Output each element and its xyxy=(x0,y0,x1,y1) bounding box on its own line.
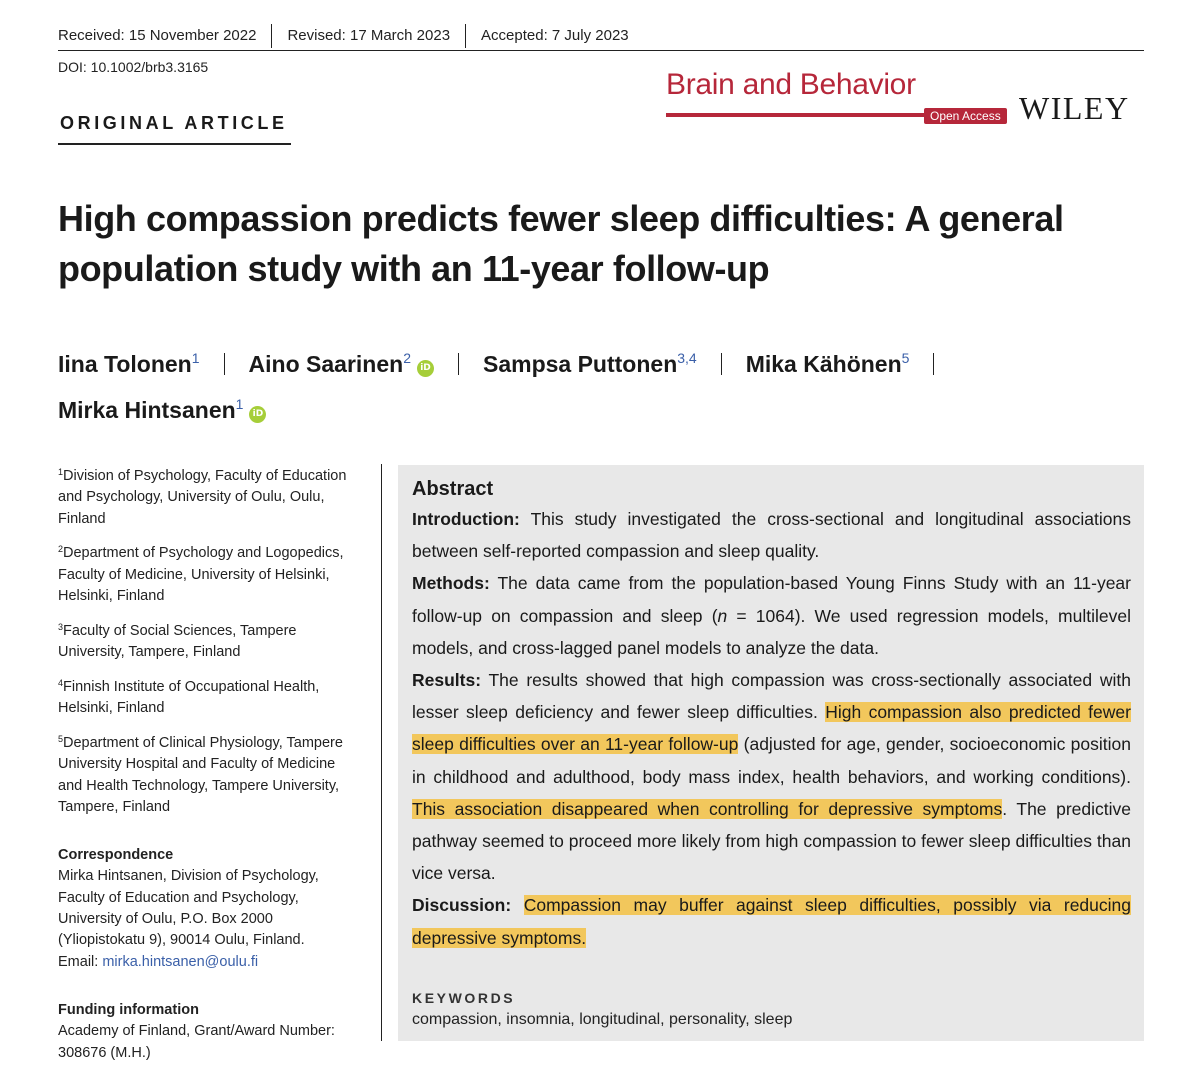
author-name: Mirka Hintsanen xyxy=(58,397,236,423)
open-access-badge: Open Access xyxy=(924,108,1007,124)
affiliation-text: Department of Clinical Physiology, Tampere University Hospital and Faculty of Medicine and Health Technology, Tampere University, Tampere, Finland xyxy=(58,734,343,815)
author[interactable] xyxy=(483,338,697,384)
correspondence-heading: Correspondence xyxy=(58,847,174,864)
affiliation xyxy=(58,462,358,530)
author-name: Mika Kähönen xyxy=(745,351,902,377)
affiliation-number: 3 xyxy=(58,621,64,632)
affiliation-number: 2 xyxy=(58,544,64,555)
section-text: This study investigated the cross-sectional and longitudinal associations between self-reported compassion and sleep quality. xyxy=(412,509,1131,562)
section-text: . The predictive pathway seemed to proceed more likely from high compassion to fewer sleep difficulties than vice versa. xyxy=(412,798,1131,884)
affiliation-ref[interactable]: 1 xyxy=(191,350,200,366)
affiliation-text: Faculty of Social Sciences, Tampere University, Tampere, Finland xyxy=(58,622,297,661)
abstract-discussion xyxy=(412,889,1131,953)
author-name: Iina Tolonen xyxy=(58,351,192,377)
author[interactable] xyxy=(249,338,434,384)
email-link[interactable]: mirka.hintsanen@oulu.fi xyxy=(102,953,259,970)
section-text: (adjusted for age, gender, socioeconomic position in childhood and adulthood, body mass index, health behaviors, and working conditions). xyxy=(412,734,1131,787)
publisher-logo[interactable]: WILEY xyxy=(1019,90,1130,126)
section-text: = 1064). We used regression models, multilevel models, and cross-lagged panel models to analyze the data. xyxy=(412,605,1131,658)
journal-name[interactable]: Brain and Behavior xyxy=(666,68,916,101)
affiliation xyxy=(58,729,358,818)
author-name: Aino Saarinen xyxy=(248,351,404,377)
affiliation-ref[interactable]: 1 xyxy=(235,396,244,412)
author[interactable] xyxy=(58,384,266,430)
highlighted-text: High compassion also predicted fewer sleep difficulties over an 11-year follow-up xyxy=(412,702,1131,755)
accepted-date: Accepted: 7 July 2023 xyxy=(481,27,629,44)
author-divider xyxy=(224,353,225,375)
article-type: ORIGINAL ARTICLE xyxy=(60,113,288,133)
section-text xyxy=(511,895,524,915)
affiliation-text: Finnish Institute of Occupational Health, Helsinki, Finland xyxy=(58,678,320,717)
email-label: Email: xyxy=(58,953,103,970)
affiliation-number: 4 xyxy=(58,677,64,688)
author-divider xyxy=(458,353,459,375)
correspondence-text: Mirka Hintsanen, Division of Psychology, Faculty of Education and Psychology, University of Oulu, P.O. Box 2000 (Yliopistokatu 9), 90014 Oulu, Finland. xyxy=(58,868,319,949)
section-label: Methods: xyxy=(412,573,490,594)
funding-text: Academy of Finland, Grant/Award Number: 308676 (M.H.) xyxy=(58,1023,335,1061)
divider xyxy=(271,24,272,48)
funding-heading: Funding information xyxy=(58,1001,199,1018)
divider xyxy=(465,24,466,48)
journal-underline xyxy=(666,113,924,117)
article-type-underline xyxy=(58,143,291,145)
author[interactable] xyxy=(746,338,910,384)
abstract-methods xyxy=(412,567,1131,664)
affiliation-text: Department of Psychology and Logopedics, Faculty of Medicine, University of Helsinki, Helsinki, Finland xyxy=(58,545,344,604)
revised-date: Revised: 17 March 2023 xyxy=(287,27,451,44)
affiliation xyxy=(58,617,358,664)
section-text: The data came from the population-based Young Finns Study with an 11-year follow-up on compassion and sleep ( xyxy=(412,573,1131,626)
author[interactable] xyxy=(58,338,200,384)
affiliation-text: Division of Psychology, Faculty of Education and Psychology, University of Oulu, Oulu, Finland xyxy=(58,468,347,527)
abstract-results xyxy=(412,664,1131,889)
orcid-icon[interactable]: iD xyxy=(417,360,434,377)
column-divider xyxy=(381,464,382,1041)
section-label: Discussion: xyxy=(412,895,512,916)
publication-dates-row xyxy=(58,24,1144,51)
affiliation-ref[interactable]: 5 xyxy=(901,350,910,366)
affiliation-number: 5 xyxy=(58,733,64,744)
abstract-panel xyxy=(398,465,1144,1041)
abstract-introduction xyxy=(412,503,1131,567)
abstract-body xyxy=(412,503,1131,954)
affiliation xyxy=(58,539,358,607)
sample-size-symbol: n xyxy=(717,605,728,626)
keywords-list: compassion, insomnia, longitudinal, personality, sleep xyxy=(412,1010,793,1028)
orcid-icon[interactable]: iD xyxy=(249,406,266,423)
correspondence-email-line xyxy=(58,952,358,973)
author-divider xyxy=(721,353,722,375)
article-sidebar xyxy=(58,462,358,1064)
abstract-heading: Abstract xyxy=(412,478,494,500)
highlighted-text: Compassion may buffer against sleep difficulties, possibly via reducing depressive symptoms. xyxy=(412,895,1131,948)
keywords-heading: KEYWORDS xyxy=(412,989,516,1006)
section-label: Results: xyxy=(412,670,482,691)
author-divider xyxy=(933,353,934,375)
author-name: Sampsa Puttonen xyxy=(482,351,678,377)
author-list xyxy=(58,338,1158,430)
affiliation-ref[interactable]: 2 xyxy=(403,350,411,366)
section-text: The results showed that high compassion was cross-sectionally associated with lesser sleep deficiency and fewer sleep difficulties. xyxy=(412,670,1131,723)
doi[interactable]: DOI: 10.1002/brb3.3165 xyxy=(58,59,209,75)
received-date: Received: 15 November 2022 xyxy=(58,27,257,44)
article-title: High compassion predicts fewer sleep difficulties: A general population study with an 11-year follow-up xyxy=(58,198,1064,289)
affiliation-ref[interactable]: 3,4 xyxy=(677,350,697,366)
section-label: Introduction: xyxy=(412,509,520,529)
affiliation-number: 1 xyxy=(58,467,64,477)
affiliation xyxy=(58,673,358,720)
highlighted-text: This association disappeared when controlling for depressive symptoms xyxy=(412,798,1003,819)
